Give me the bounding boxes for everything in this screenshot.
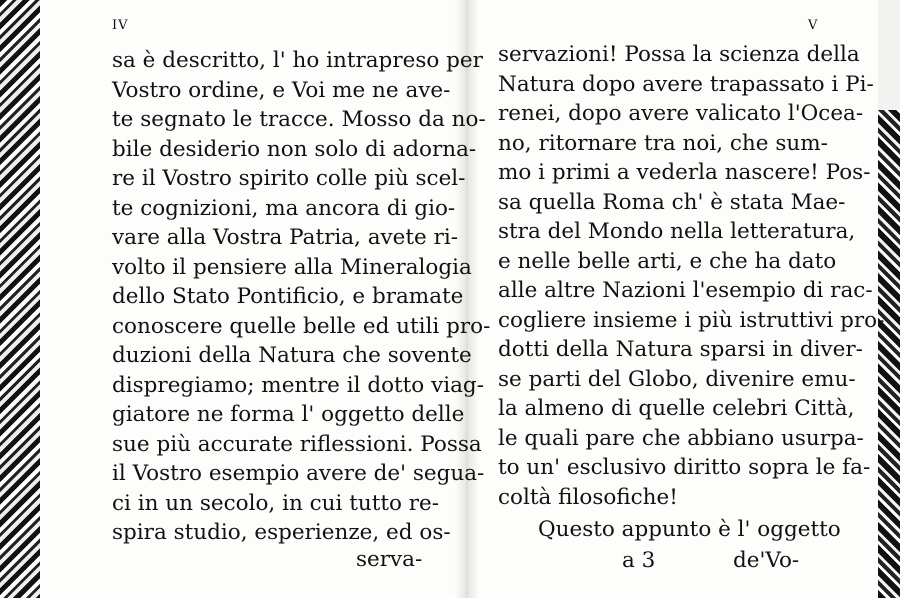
text-line: vare alla Vostra Patria, avete ri- <box>112 225 459 250</box>
text-line: Natura dopo avere trapassato i Pi- <box>498 71 874 97</box>
right-page-folio: V <box>808 18 819 33</box>
text-line: bile desiderio non solo di adorna- <box>112 136 477 162</box>
right-page-text <box>498 40 884 512</box>
text-line: volto il pensiere alla Mineralogia <box>112 254 472 280</box>
text-line: sa quella Roma ch' è stata Mae- <box>498 189 846 215</box>
text-line: conoscere quelle belle ed utili pro- <box>112 313 491 339</box>
right-page-paragraph-line: Questo appunto è l' oggetto <box>538 517 841 542</box>
left-page-text <box>112 46 490 548</box>
left-page-edge <box>0 0 40 598</box>
text-line: le quali pare che abbiano usurpa- <box>498 425 864 451</box>
text-line: coltà filosofiche! <box>498 484 678 510</box>
text-line: cogliere insieme i più istruttivi pro- <box>498 307 885 333</box>
text-line: giatore ne forma l' oggetto delle <box>112 402 465 427</box>
text-line: e nelle belle arti, e che ha dato <box>498 248 837 274</box>
text-line: duzioni della Natura che sovente <box>112 343 472 368</box>
text-line: te cognizioni, ma ancora di gio- <box>112 195 456 221</box>
text-line: dispregiamo; mentre il dotto viag- <box>112 372 484 398</box>
text-line: re il Vostro spirito colle più scel- <box>112 166 466 191</box>
text-line: se parti del Globo, divenire emu- <box>498 366 856 392</box>
left-page <box>40 0 491 598</box>
text-line: to un' esclusivo diritto sopra le fa- <box>498 455 871 480</box>
left-page-catchword: serva- <box>356 547 423 572</box>
text-line: sa è descritto, l' ho intrapreso per <box>112 48 483 73</box>
text-line: servazioni! Possa la scienza della <box>498 42 860 67</box>
text-line: dello Stato Pontificio, e bramate <box>112 284 464 309</box>
text-line: ci in un secolo, in cui tutto re- <box>112 490 440 516</box>
text-line: renei, dopo avere valicato l'Ocea- <box>498 101 864 126</box>
text-line: il Vostro esempio avere de' segua- <box>112 461 485 486</box>
text-line: stra del Mondo nella letteratura, <box>498 219 856 244</box>
right-page-catchword: de'Vo- <box>733 548 800 573</box>
text-line: Vostro ordine, e Voi me ne ave- <box>112 77 451 103</box>
right-page <box>478 0 885 598</box>
text-line: la almeno di quelle celebri Città, <box>498 396 855 421</box>
text-line: alle altre Nazioni l'esempio di rac- <box>498 278 873 303</box>
text-line: mo i primi a vederla nascere! Pos- <box>498 160 871 185</box>
text-line: te segnato le tracce. Mosso da no- <box>112 107 486 132</box>
text-line: dotti della Natura sparsi in diver- <box>498 337 863 362</box>
text-line: no, ritornare tra noi, che sum- <box>498 130 828 156</box>
text-line: sue più accurate riflessioni. Possa <box>112 431 482 457</box>
left-page-folio: IV <box>112 18 129 33</box>
signature-mark: a 3 <box>622 548 656 573</box>
text-line: spira studio, esperienze, ed os- <box>112 520 451 545</box>
